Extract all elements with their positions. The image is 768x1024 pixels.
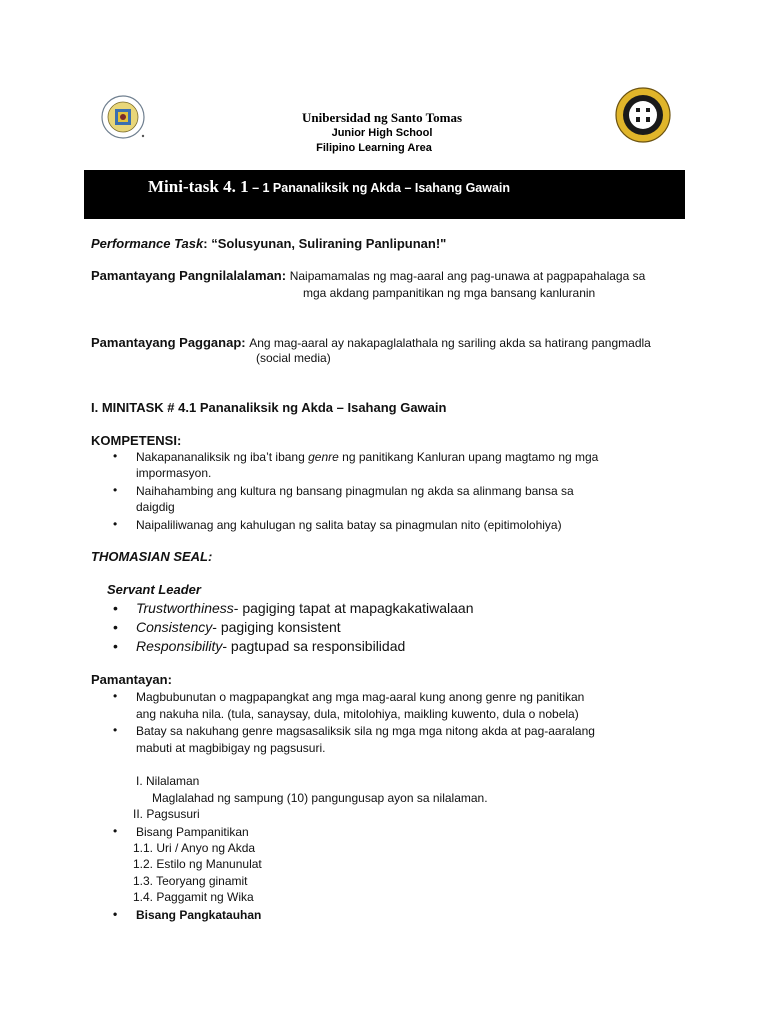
- sub-item: 1.2. Estilo ng Manunulat: [133, 857, 262, 871]
- pamantayan-item-2-line2: mabuti at magbibigay ng pagsusuri.: [136, 741, 326, 755]
- performance-task-value: “Solusyunan, Suliraning Panlipunan!": [211, 236, 447, 251]
- pangnilalaman-line1: Naipamamalas ng mag-aaral ang pag-unawa at pagpapahalaga sa: [289, 269, 646, 283]
- seal-desc: - pagtupad sa responsibilidad: [222, 638, 406, 654]
- bullet-icon: •: [113, 619, 118, 635]
- seal-term: Consistency: [136, 619, 213, 635]
- bisang-pampanitikan: Bisang Pampanitikan: [136, 825, 249, 839]
- thomasian-seal-heading: THOMASIAN SEAL:: [91, 549, 213, 564]
- kompetensi-item-1: [136, 450, 598, 464]
- kompetensi-item-1-pre: Nakapananaliksik ng iba’t ibang: [136, 450, 309, 464]
- servant-leader-heading: Servant Leader: [107, 582, 201, 597]
- pamantayang-pangnilalaman: [91, 268, 645, 283]
- pagganap-line2: (social media): [256, 351, 331, 365]
- pamantayan-item-1: Magbubunutan o magpapangkat ang mga mag-aaral kung anong genre ng panitikan: [136, 690, 585, 704]
- bullet-icon: •: [113, 638, 118, 654]
- seal-term: Responsibility: [136, 638, 223, 654]
- kompetensi-item-1-line2: impormasyon.: [136, 466, 212, 480]
- pamantayan-item-1-line2: ang nakuha nila. (tula, sanaysay, dula, mitolohiya, maikling kuwento, dula o nobela): [136, 707, 579, 721]
- seal-item-responsibility: [136, 638, 405, 654]
- university-name: Unibersidad ng Santo Tomas: [301, 110, 463, 125]
- nilalaman-description: Maglalahad ng sampung (10) pangungusap ayon sa nilalaman.: [152, 791, 488, 805]
- bullet-icon: •: [113, 600, 118, 616]
- bisang-pangkatauhan: Bisang Pangkatauhan: [136, 908, 262, 922]
- banner-title-prefix: Mini-task 4. 1: [148, 177, 249, 196]
- section-title: I. MINITASK # 4.1 Pananaliksik ng Akda – Isahang Gawain: [91, 400, 447, 415]
- title-banner: [84, 170, 685, 219]
- bullet-icon: •: [113, 517, 118, 531]
- pagganap-label: Pamantayang Pagganap:: [91, 335, 246, 350]
- performance-task-sep: :: [203, 236, 212, 251]
- nilalaman-heading: I. Nilalaman: [136, 774, 200, 788]
- seal-term: Trustworthiness: [136, 600, 234, 616]
- pamantayang-pagganap: [91, 335, 651, 350]
- kompetensi-item-1-post: ng panitikang Kanluran upang magtamo ng mga: [338, 450, 599, 464]
- kompetensi-item-2: Naihahambing ang kultura ng bansang pinagmulan ng akda sa alinmang bansa sa: [136, 484, 574, 498]
- bullet-icon: •: [113, 689, 118, 703]
- pangnilalaman-label: Pamantayang Pangnilalalaman:: [91, 268, 287, 283]
- kompetensi-item-2-line2: daigdig: [136, 500, 175, 514]
- bullet-icon: •: [113, 907, 118, 921]
- sub-item: 1.3. Teoryang ginamit: [133, 874, 248, 888]
- pamantayan-heading: Pamantayan:: [91, 672, 172, 687]
- bullet-icon: •: [113, 824, 118, 838]
- sub-item: 1.1. Uri / Anyo ng Akda: [133, 841, 256, 855]
- kompetensi-item-1-genre: genre: [308, 450, 339, 464]
- pamantayan-item-2: Batay sa nakuhang genre magsasaliksik sila ng mga mga nitong akda at pag-aaralang: [136, 724, 595, 738]
- seal-item-consistency: [136, 619, 341, 635]
- bullet-icon: •: [113, 483, 118, 497]
- seal-item-trustworthiness: [136, 600, 474, 616]
- seal-desc: - pagiging tapat at mapagkakatiwalaan: [233, 600, 474, 616]
- learning-area: Filipino Learning Area: [316, 142, 432, 154]
- kompetensi-heading: KOMPETENSI:: [91, 433, 182, 448]
- banner-title: [148, 177, 510, 197]
- pagganap-line1: Ang mag-aaral ay nakapaglalathala ng sariling akda sa hatirang pangmadla: [249, 336, 651, 350]
- sub-item: 1.4. Paggamit ng Wika: [133, 890, 254, 904]
- kompetensi-item-3: Naipaliliwanag ang kahulugan ng salita batay sa pinagmulan nito (epitimolohiya): [136, 518, 562, 532]
- pagsusuri-heading: II. Pagsusuri: [133, 807, 200, 821]
- school-name: Junior High School: [331, 127, 433, 139]
- bullet-icon: •: [113, 449, 118, 463]
- seal-desc: - pagiging konsistent: [212, 619, 341, 635]
- performance-task-label: Performance Task: [91, 236, 204, 251]
- pangnilalaman-line2: mga akdang pampanitikan ng mga bansang kanluranin: [303, 286, 596, 300]
- bullet-icon: •: [113, 723, 118, 737]
- banner-title-suffix: – 1 Pananaliksik ng Akda – Isahang Gawain: [248, 181, 511, 195]
- performance-task: [91, 236, 446, 251]
